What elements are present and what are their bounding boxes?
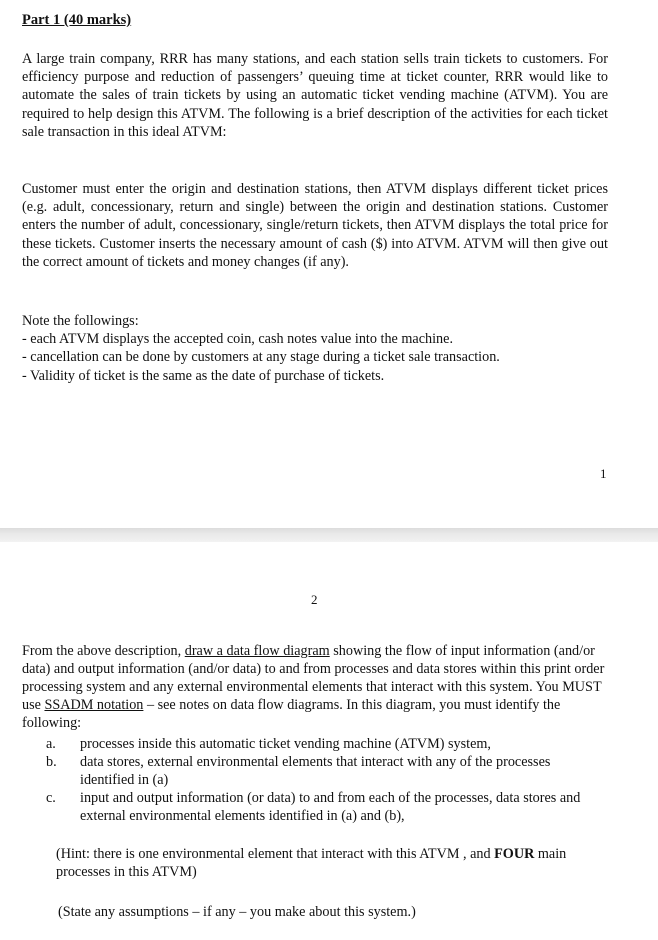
requirement-list	[46, 735, 606, 825]
note-item: - each ATVM displays the accepted coin, cash notes value into the machine.	[22, 331, 453, 348]
notes-block	[22, 312, 608, 385]
intro-paragraph: A large train company, RRR has many stations, and each station sells train tickets to customers. For efficiency purpose and reduction of passengers’ queuing time at ticket counter, RRR would like to automate the sales of train tickets by using an automatic ticket vending machine (ATVM). You are required to help design this ATVM. The following is a brief description of the activities for each ticket sale transaction in this ideal ATVM:	[22, 51, 608, 140]
task-text: showing the flow of input information (and/or data) and output information (and/or data) to and from processes and data stores within this print order processing system and any external environmental elements that interact with this system. You MUST use	[22, 643, 605, 713]
list-label: a.	[46, 736, 56, 752]
page-number: 1	[600, 466, 607, 481]
list-item	[46, 753, 606, 789]
list-text: input and output information (or data) to and from each of the processes, data stores and external environmental elements identified in (a) and (b),	[80, 790, 581, 824]
hint-text	[56, 845, 616, 881]
list-text: data stores, external environmental elements that interact with any of the processes identified in (a)	[80, 754, 551, 788]
part-title: Part 1 (40 marks)	[22, 12, 132, 28]
task-paragraph	[22, 642, 612, 732]
list-label: c.	[46, 790, 56, 806]
list-item	[46, 789, 606, 825]
notes-heading: Note the followings:	[22, 313, 139, 329]
hint-part: main processes in this ATVM)	[56, 846, 567, 880]
hint-emphasis: FOUR	[494, 846, 535, 862]
hint-part: (Hint: there is one environmental element that interact with this ATVM , and	[56, 846, 495, 862]
page-separator	[0, 528, 658, 542]
note-item: - cancellation can be done by customers at any stage during a ticket sale transaction.	[22, 349, 500, 366]
process-paragraph: Customer must enter the origin and destination stations, then ATVM displays different ticket prices (e.g. adult, concessionary, return and single) between the origin and destination stations. Customer enters the number of adult, concessionary, single/return tickets, then ATVM displays the total price for these tickets. Customer inserts the necessary amount of cash ($) into ATVM. ATVM will then give out the correct amount of tickets and money changes (if any).	[22, 181, 608, 270]
task-text: – see notes on data flow diagrams. In this diagram, you must identify the following:	[22, 697, 561, 731]
list-item	[46, 735, 606, 753]
task-text: From the above description,	[22, 643, 185, 659]
note-item: - Validity of ticket is the same as the date of purchase of tickets.	[22, 367, 385, 384]
page-2	[0, 542, 658, 940]
task-underlined-ssadm: SSADM notation	[44, 697, 144, 713]
task-underlined-dfd: draw a data flow diagram	[184, 643, 330, 659]
page-number: 2	[311, 592, 318, 607]
list-text: processes inside this automatic ticket vending machine (ATVM) system,	[80, 736, 491, 752]
assumptions-text: (State any assumptions – if any – you make about this system.)	[58, 904, 416, 920]
list-label: b.	[46, 754, 57, 770]
